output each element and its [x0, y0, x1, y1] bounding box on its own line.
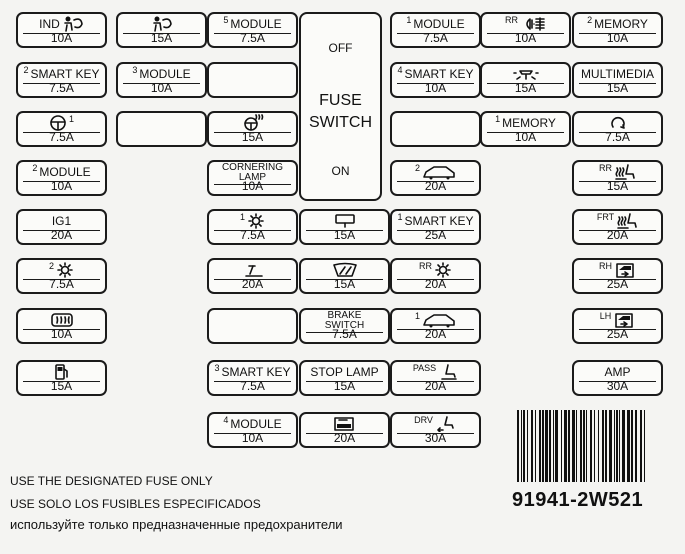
fuse-rating: 25A — [606, 277, 629, 291]
mirror-icon — [334, 213, 356, 229]
fuse-slot — [207, 160, 298, 196]
fuse-label-index: 2 — [23, 64, 29, 75]
fuse-rating: 10A — [424, 81, 447, 95]
rear-defrost-icon — [50, 313, 74, 327]
fuse-rating: 10A — [241, 179, 264, 193]
fuse-switch-title: FUSE SWITCH — [308, 92, 373, 131]
door-window-icon — [614, 261, 636, 279]
fuse-slot — [390, 412, 481, 448]
fuse-rating: 15A — [333, 277, 356, 291]
fuse-label-prefix: 1 — [239, 211, 245, 222]
barcode-bar — [583, 410, 585, 482]
fuse-rating: 25A — [606, 327, 629, 341]
fuse-slot — [207, 12, 298, 48]
barcode-bar — [553, 410, 554, 482]
fuse-label-text: SMART KEY — [221, 364, 291, 379]
barcode-bar — [619, 410, 620, 482]
barcode-bar — [561, 410, 562, 482]
fuse-rating: 10A — [514, 130, 537, 144]
barcode-bar — [631, 410, 633, 482]
fuel-pump-icon — [54, 363, 70, 380]
fuse-slot — [16, 111, 107, 147]
fuse-label-prefix: DRV — [414, 414, 433, 425]
barcode-bar — [517, 410, 519, 482]
barcode-bar — [572, 410, 575, 482]
fuse-label-suffix: 1 — [68, 113, 74, 124]
barcode-bar — [622, 410, 625, 482]
fuse-label-text: MODULE — [139, 66, 191, 81]
fuse-rating: 7.5A — [49, 277, 74, 291]
barcode-bar — [640, 410, 642, 482]
part-number: 91941-2W521 — [512, 489, 644, 511]
note-spanish: USE SOLO LOS FUSIBLES ESPECIFICADOS — [10, 497, 261, 511]
fuse-rating: 7.5A — [49, 130, 74, 144]
fuse-rating: 10A — [50, 179, 73, 193]
barcode-bar — [609, 410, 612, 482]
fuse-slot — [572, 209, 663, 245]
fuse-slot — [16, 160, 107, 196]
fuse-slot — [390, 258, 481, 294]
fuse-rating: 15A — [241, 130, 264, 144]
fuse-slot — [207, 412, 298, 448]
fuse-rating: 20A — [241, 277, 264, 291]
fuse-label-text: IG1 — [51, 213, 72, 228]
fuse-rating: 10A — [514, 31, 537, 45]
fuse-rating: 20A — [424, 379, 447, 393]
fuse-switch-off-label: OFF — [328, 41, 353, 55]
fuse-rating: 15A — [514, 81, 537, 95]
fuse-label-index: 2 — [587, 14, 593, 25]
fuse-slot — [480, 12, 571, 48]
fuse-rating: 20A — [50, 228, 73, 242]
sun-icon — [434, 262, 452, 278]
fuse-slot — [572, 111, 663, 147]
airbag-icon — [151, 16, 173, 32]
barcode-bar — [635, 410, 637, 482]
sun-icon — [247, 213, 265, 229]
fuse-rating: 7.5A — [240, 379, 265, 393]
fuse-rating: 7.5A — [240, 228, 265, 242]
fuse-label-prefix: PASS — [412, 362, 437, 373]
barcode-bar — [523, 410, 525, 482]
barcode-bar — [555, 410, 558, 482]
barcode — [517, 410, 647, 482]
fuse-rating: 15A — [606, 179, 629, 193]
barcode-bar — [586, 410, 587, 482]
barcode-bar — [598, 410, 599, 482]
barcode-bar — [644, 410, 645, 482]
fuse-rating: 15A — [606, 81, 629, 95]
fuse-rating: 10A — [50, 327, 73, 341]
fuse-label-text: MODULE — [39, 164, 91, 179]
seat-heater-icon — [614, 163, 636, 181]
fuse-rating: 20A — [333, 431, 356, 445]
fuse-label-text: MODULE — [230, 16, 282, 31]
barcode-bar — [568, 410, 570, 482]
fuse-rating: 7.5A — [605, 130, 630, 144]
fuse-label-index: 3 — [214, 362, 220, 373]
fuse-label-prefix: 2 — [414, 162, 420, 173]
fuse-label-prefix: RH — [599, 260, 612, 271]
fuse-label-text: MODULE — [230, 416, 282, 431]
fuse-slot-empty — [390, 111, 481, 147]
fuse-slot-empty — [207, 308, 298, 344]
barcode-bar — [616, 410, 618, 482]
horn-icon — [609, 115, 627, 131]
fuse-slot — [16, 209, 107, 245]
fuse-slot — [572, 62, 663, 98]
fuse-slot — [116, 62, 207, 98]
front-wiper-icon — [332, 262, 358, 278]
fuse-slot — [116, 12, 207, 48]
fuse-label-text: MODULE — [413, 16, 465, 31]
fuse-rating: 30A — [424, 431, 447, 445]
barcode-bar — [521, 410, 522, 482]
room-lamp-icon — [512, 67, 540, 81]
fuse-slot — [16, 308, 107, 344]
fuse-slot — [480, 62, 571, 98]
fuse-slot — [390, 12, 481, 48]
fuse-label-index: 1 — [406, 14, 412, 25]
fuse-rating: 20A — [606, 228, 629, 242]
fuse-label-prefix: LH — [599, 310, 612, 321]
fuse-label-text: MEMORY — [502, 115, 556, 130]
fuse-slot-empty — [116, 111, 207, 147]
fuse-rating: 10A — [241, 431, 264, 445]
fuse-slot — [207, 360, 298, 396]
fuse-slot — [299, 209, 390, 245]
fuse-slot — [572, 160, 663, 196]
fuse-rating: 7.5A — [332, 327, 357, 341]
fuse-label-text: AMP — [604, 364, 631, 379]
fuse-rating: 15A — [333, 379, 356, 393]
fuse-slot-empty — [207, 62, 298, 98]
fuse-label-prefix: 2 — [48, 260, 54, 271]
fuse-slot — [390, 160, 481, 196]
tailgate-icon — [422, 164, 456, 180]
fuse-label-prefix: RR — [505, 14, 518, 25]
fuse-label-index: 3 — [132, 64, 138, 75]
power-seat-icon — [435, 415, 457, 432]
barcode-bar — [535, 410, 536, 482]
fuse-label-index: 5 — [223, 14, 229, 25]
fog-lamp-icon — [520, 17, 546, 31]
fuse-label-text: STOP LAMP — [310, 364, 379, 379]
wiper-rear-icon — [242, 262, 264, 278]
fuse-slot — [16, 360, 107, 396]
barcode-bar — [527, 410, 528, 482]
fuse-rating: 20A — [424, 327, 447, 341]
fuse-slot — [572, 308, 663, 344]
barcode-bar — [580, 410, 582, 482]
barcode-bar — [602, 410, 604, 482]
heated-steering-icon — [242, 114, 264, 131]
fuse-rating: 10A — [150, 81, 173, 95]
fuse-slot — [572, 12, 663, 48]
fuse-slot — [16, 12, 107, 48]
fuse-rating: 7.5A — [240, 31, 265, 45]
fuse-label-index: 4 — [223, 414, 229, 425]
fuse-slot — [299, 308, 390, 344]
fuse-switch-on-label: ON — [331, 164, 350, 178]
door-window-icon — [613, 311, 635, 329]
seat-heater-icon — [616, 212, 638, 230]
fuse-slot — [572, 258, 663, 294]
fuse-switch[interactable] — [299, 12, 382, 201]
fuse-label-text: BRAKE SWITCH — [324, 310, 365, 331]
fuse-label-text: SMART KEY — [404, 213, 474, 228]
fuse-label-text: IND — [39, 16, 60, 31]
fuse-slot — [16, 258, 107, 294]
fuse-rating: 10A — [606, 31, 629, 45]
sun-icon — [56, 262, 74, 278]
fuse-label-index: 1 — [397, 211, 403, 222]
barcode-bar — [576, 410, 577, 482]
fuse-rating: 10A — [50, 31, 73, 45]
fuse-label-text: MULTIMEDIA — [580, 66, 655, 81]
note-english: USE THE DESIGNATED FUSE ONLY — [10, 474, 213, 488]
barcode-bar — [594, 410, 595, 482]
barcode-bar — [531, 410, 533, 482]
fuse-label-index: 1 — [495, 113, 501, 124]
fuse-rating: 7.5A — [423, 31, 448, 45]
fuse-slot — [390, 209, 481, 245]
note-russian: используйте только предназначенные предохранители — [10, 517, 343, 532]
airbag-indicator-icon — [62, 16, 84, 32]
barcode-bar — [549, 410, 551, 482]
fuse-slot — [299, 412, 390, 448]
fuse-label-text: SMART KEY — [30, 66, 100, 81]
barcode-bar — [564, 410, 567, 482]
fuse-slot — [207, 111, 298, 147]
fuse-label-prefix: RR — [419, 260, 432, 271]
fuse-rating: 7.5A — [49, 81, 74, 95]
tailgate-icon — [422, 312, 456, 328]
fuse-rating: 15A — [333, 228, 356, 242]
fuse-rating: 20A — [424, 277, 447, 291]
power-window-icon — [333, 416, 357, 432]
fuse-slot — [390, 308, 481, 344]
fuse-label-text: CORNERING LAMP — [221, 162, 284, 183]
seat-icon — [438, 363, 458, 380]
barcode-bar — [627, 410, 630, 482]
fuse-label-text: SMART KEY — [404, 66, 474, 81]
fuse-label-text: MEMORY — [594, 16, 648, 31]
fuse-slot — [299, 360, 390, 396]
barcode-bar — [614, 410, 615, 482]
fuse-slot — [299, 258, 390, 294]
fuse-label-index: 4 — [397, 64, 403, 75]
fuse-slot — [390, 360, 481, 396]
fuse-slot — [207, 258, 298, 294]
barcode-bar — [605, 410, 607, 482]
fuse-rating: 20A — [424, 179, 447, 193]
fuse-label-prefix: FRT — [596, 211, 615, 222]
fuse-slot — [16, 62, 107, 98]
barcode-bar — [545, 410, 548, 482]
fuse-label-prefix: 1 — [414, 310, 420, 321]
fuse-rating: 30A — [606, 379, 629, 393]
fuse-slot — [572, 360, 663, 396]
fuse-label-index: 2 — [32, 162, 38, 173]
fuse-slot — [480, 111, 571, 147]
barcode-bar — [539, 410, 541, 482]
steering-wheel-icon — [49, 115, 67, 131]
barcode-bar — [542, 410, 544, 482]
fuse-slot — [390, 62, 481, 98]
fuse-rating: 15A — [50, 379, 73, 393]
barcode-bar — [590, 410, 592, 482]
fuse-rating: 25A — [424, 228, 447, 242]
fuse-rating: 15A — [150, 31, 173, 45]
fuse-slot — [207, 209, 298, 245]
fuse-label-prefix: RR — [599, 162, 612, 173]
